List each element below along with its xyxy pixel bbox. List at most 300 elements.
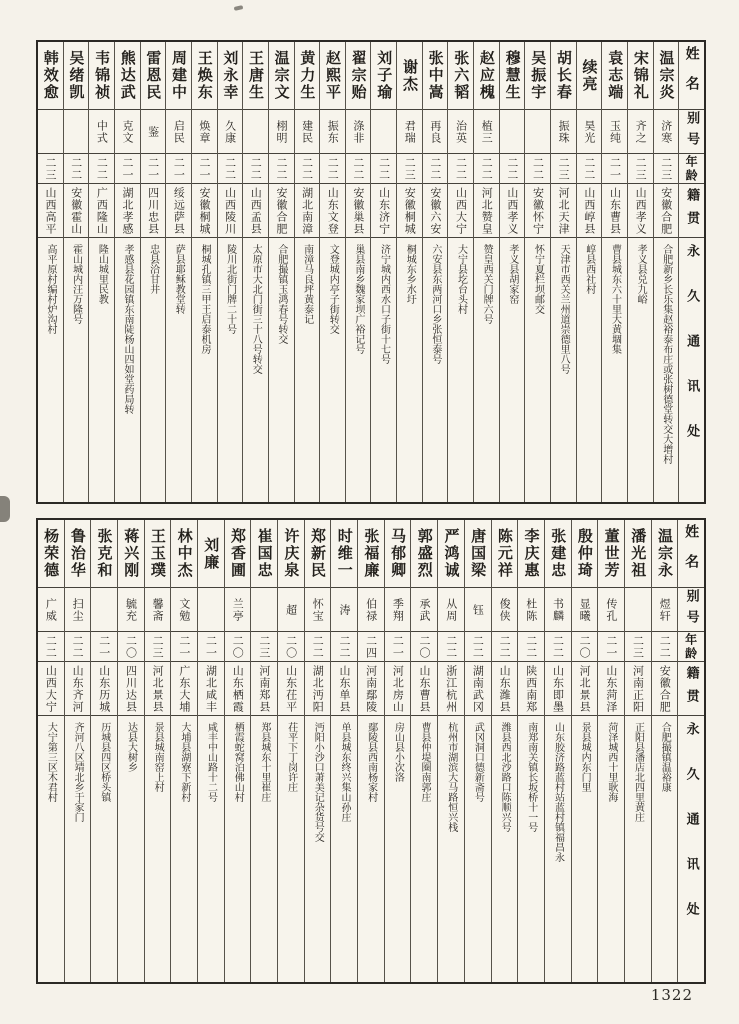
origin-text: 河北景县 (578, 664, 592, 713)
name-text: 张克和 (95, 528, 114, 579)
origin-cell (474, 184, 499, 238)
address-text: 孝义县兑九峪 (635, 244, 647, 304)
address-cell (577, 238, 602, 502)
alias-text: 季翔 (391, 597, 405, 622)
alias-cell (171, 588, 197, 632)
origin-cell (545, 662, 571, 716)
entry-column (499, 42, 525, 502)
alias-text: 从周 (444, 597, 458, 622)
alias-cell (551, 110, 576, 154)
entry-column (473, 42, 499, 502)
address-text: 历城县四区桥头镇 (98, 722, 110, 802)
address-text: 桐城东乡水圩 (404, 244, 416, 304)
alias-cell (38, 110, 63, 154)
name-text: 刘廉 (202, 536, 221, 571)
name-text: 韦锦祯 (93, 50, 112, 101)
entry-column (117, 520, 144, 982)
age-cell (572, 632, 598, 662)
address-cell (145, 716, 171, 982)
entry-column (410, 520, 437, 982)
age-cell (474, 154, 499, 184)
name-text: 胡长春 (554, 50, 573, 101)
origin-text: 山东潍县 (498, 664, 512, 713)
alias-text: 再良 (428, 119, 442, 144)
alias-text: 济寒 (659, 119, 673, 144)
age-cell (295, 154, 320, 184)
alias-text: 治英 (454, 119, 468, 144)
entry-column (170, 520, 197, 982)
origin-cell (65, 662, 91, 716)
age-cell (652, 632, 678, 662)
origin-cell (320, 184, 345, 238)
alias-cell (38, 588, 64, 632)
address-cell (141, 238, 166, 502)
origin-cell (192, 184, 217, 238)
origin-cell (652, 662, 678, 716)
name-text: 李庆惠 (522, 528, 541, 579)
name-text: 韩效愈 (41, 50, 60, 101)
name-text: 鲁治华 (68, 528, 87, 579)
entry-column (38, 42, 63, 502)
origin-text: 山西陵川 (223, 186, 237, 235)
origin-text: 湖北孝感 (121, 186, 134, 235)
address-text: 曹县仲堤圈南郭庄 (419, 722, 431, 802)
origin-text: 山东茌平 (284, 664, 298, 713)
age-cell (551, 154, 576, 184)
origin-text: 山东单县 (337, 664, 351, 713)
name-text: 郭盛烈 (415, 528, 434, 579)
origin-cell (243, 184, 268, 238)
alias-cell (545, 588, 571, 632)
alias-text: 广威 (44, 597, 58, 622)
name-cell (331, 520, 357, 588)
age-cell (251, 632, 277, 662)
alias-cell (320, 110, 345, 154)
address-text: 鄢陵县西南杨家村 (365, 722, 377, 802)
age-cell (500, 154, 525, 184)
alias-text: 昊光 (582, 119, 596, 144)
name-cell (518, 520, 544, 588)
age-cell (89, 154, 114, 184)
age-text: 二二 (428, 156, 442, 181)
name-text: 温宗永 (655, 528, 674, 579)
name-cell (397, 42, 422, 110)
alias-cell (89, 110, 114, 154)
name-cell (551, 42, 576, 110)
origin-cell (171, 662, 197, 716)
age-cell (115, 154, 140, 184)
name-cell (38, 42, 63, 110)
age-text: 二三 (634, 156, 648, 181)
age-text: 二三 (257, 634, 271, 659)
alias-text: 传孔 (604, 597, 618, 622)
alias-cell (423, 110, 448, 154)
entry-column (357, 520, 384, 982)
age-cell (423, 154, 448, 184)
origin-text: 湖北咸丰 (204, 664, 218, 713)
name-cell (346, 42, 371, 110)
origin-cell (397, 184, 422, 238)
address-cell (225, 716, 251, 982)
alias-text: 馨斋 (151, 597, 165, 622)
alias-cell (145, 588, 171, 632)
address-text: 齐河八区靖北乡于家门 (72, 722, 84, 822)
alias-cell (166, 110, 191, 154)
name-text: 董世芳 (602, 528, 621, 579)
address-text: 巢县南乡魏家坝广裕记号 (352, 244, 364, 354)
alias-cell (65, 588, 91, 632)
origin-cell (141, 184, 166, 238)
name-cell (652, 520, 678, 588)
age-cell (145, 632, 171, 662)
alias-text: 超 (284, 603, 298, 616)
origin-text: 绥远萨县 (172, 186, 186, 235)
origin-cell (218, 184, 243, 238)
address-text: 曹县城东六十里大黄堌集 (609, 244, 621, 354)
origin-text: 安徽桐城 (197, 186, 211, 235)
age-text: 二〇 (231, 634, 245, 659)
alias-text: 杜陈 (524, 597, 538, 622)
age-cell (38, 632, 64, 662)
age-text: 二三 (44, 156, 58, 181)
age-text: 二〇 (284, 634, 298, 659)
age-cell (64, 154, 89, 184)
name-cell (448, 42, 473, 110)
origin-text: 浙江杭州 (444, 664, 458, 713)
alias-cell (64, 110, 89, 154)
alias-cell (654, 110, 679, 154)
origin-text: 河北景县 (151, 664, 165, 713)
age-cell (192, 154, 217, 184)
origin-text: 山东即墨 (551, 664, 565, 713)
alias-cell (518, 588, 544, 632)
entry-column (422, 42, 448, 502)
name-cell (474, 42, 499, 110)
name-text: 陈元祥 (495, 528, 514, 579)
alias-cell (192, 110, 217, 154)
name-cell (64, 42, 89, 110)
name-text: 雷恩民 (144, 50, 163, 101)
age-cell (171, 632, 197, 662)
address-cell (438, 716, 464, 982)
origin-text: 安徽六安 (428, 186, 442, 235)
age-cell (371, 154, 396, 184)
age-text: 二二 (498, 634, 512, 659)
alias-text: 钰 (471, 603, 485, 616)
entry-column (517, 520, 544, 982)
alias-text: 兰亭 (231, 597, 245, 622)
alias-cell (411, 588, 437, 632)
alias-cell (295, 110, 320, 154)
alias-text: 伯禄 (364, 597, 378, 622)
name-text: 刘子瑜 (375, 50, 394, 101)
age-cell (465, 632, 491, 662)
address-text: 霍山城内汪万隆号 (70, 244, 82, 324)
address-text: 潍县西北沙路口陈顺兴号 (499, 722, 511, 832)
page-number: 1322 (650, 986, 693, 1004)
address-text: 咸丰中山路十二号 (205, 722, 217, 802)
alias-cell (198, 588, 224, 632)
header-name-label: 姓名 (683, 45, 700, 106)
header-alias-label: 别号 (683, 588, 699, 631)
name-cell (251, 520, 277, 588)
address-cell (572, 716, 598, 982)
origin-cell (198, 662, 224, 716)
age-cell (141, 154, 166, 184)
alias-cell (371, 110, 396, 154)
entry-column (88, 42, 114, 502)
header-address-label: 永久通讯处 (683, 722, 699, 947)
entry-column (191, 42, 217, 502)
age-text: 二二 (377, 156, 391, 181)
age-cell (598, 632, 624, 662)
age-cell (438, 632, 464, 662)
alias-cell (652, 588, 678, 632)
address-cell (166, 238, 191, 502)
origin-cell (295, 184, 320, 238)
name-text: 王唐生 (247, 50, 266, 101)
age-text: 二一 (391, 634, 405, 659)
address-cell (251, 716, 277, 982)
address-cell (269, 238, 294, 502)
address-cell (89, 238, 114, 502)
origin-cell (278, 662, 304, 716)
address-cell (385, 716, 411, 982)
age-text: 二三 (557, 156, 571, 181)
address-text: 山东胶济路蓝村站蓝村镇福昌永 (552, 722, 564, 862)
alias-cell (269, 110, 294, 154)
age-text: 二二 (551, 634, 565, 659)
address-cell (198, 716, 224, 982)
age-text: 二二 (249, 156, 263, 181)
origin-cell (438, 662, 464, 716)
origin-text: 广东大埔 (177, 664, 191, 713)
alias-text: 启民 (172, 119, 186, 144)
origin-text: 山西大宁 (454, 186, 468, 235)
age-text: 二二 (300, 156, 314, 181)
name-text: 黄力生 (298, 50, 317, 101)
address-cell (115, 238, 140, 502)
name-cell (465, 520, 491, 588)
origin-text: 河南郑县 (257, 664, 271, 713)
address-cell (652, 716, 678, 982)
origin-text: 河北房山 (391, 664, 405, 713)
name-text: 严鸿诚 (442, 528, 461, 579)
address-text: 合肥撮镇温裕康 (659, 722, 671, 792)
address-cell (218, 238, 243, 502)
entry-column (437, 520, 464, 982)
alias-cell (598, 588, 624, 632)
origin-cell (577, 184, 602, 238)
alias-text: 承武 (418, 597, 432, 622)
address-text: 栖霞蛇窝泊佛山村 (232, 722, 244, 802)
name-cell (91, 520, 117, 588)
origin-cell (492, 662, 518, 716)
entry-column (370, 42, 396, 502)
alias-text: 久康 (223, 119, 237, 144)
name-text: 许庆泉 (282, 528, 301, 579)
alias-cell (278, 588, 304, 632)
alias-cell (346, 110, 371, 154)
origin-cell (89, 184, 114, 238)
entry-column (268, 42, 294, 502)
age-text: 二二 (95, 156, 109, 181)
name-text: 张中嵩 (426, 50, 445, 101)
name-cell (115, 42, 140, 110)
name-cell (243, 42, 268, 110)
name-text: 郑新民 (309, 528, 328, 579)
age-text: 二二 (71, 634, 85, 659)
age-text: 二二 (69, 156, 83, 181)
entry-column (330, 520, 357, 982)
alias-text: 建民 (300, 119, 314, 144)
address-text: 大埔县湖寮下新村 (178, 722, 190, 802)
age-cell (225, 632, 251, 662)
age-cell (278, 632, 304, 662)
origin-text: 安徽霍山 (69, 186, 83, 235)
alias-text: 克文 (121, 119, 134, 144)
origin-cell (346, 184, 371, 238)
name-text: 吴绪凯 (67, 50, 86, 101)
origin-text: 河北赞皇 (480, 186, 494, 235)
address-cell (346, 238, 371, 502)
alias-cell (625, 588, 651, 632)
origin-text: 安徽合肥 (658, 664, 672, 713)
header-name-cell (679, 42, 704, 110)
alias-text: 涛 (337, 603, 351, 616)
header-address-cell (678, 716, 704, 982)
entry-column (294, 42, 320, 502)
header-age-cell (679, 154, 704, 184)
alias-cell (572, 588, 598, 632)
entry-column (524, 42, 550, 502)
origin-text: 山东历城 (97, 664, 111, 713)
address-text: 大宁县圪台头村 (455, 244, 467, 314)
entry-column (396, 42, 422, 502)
name-cell (171, 520, 197, 588)
header-origin-cell (678, 662, 704, 716)
age-cell (654, 154, 679, 184)
origin-text: 四川达县 (124, 664, 138, 713)
name-text: 吴振宇 (529, 50, 548, 101)
address-text: 怀宁夏栏坝邮交 (532, 244, 544, 314)
entry-column (384, 520, 411, 982)
name-text: 袁志端 (606, 50, 625, 101)
name-text: 宋锦礼 (631, 50, 650, 101)
alias-text: 文勉 (177, 597, 191, 622)
origin-cell (525, 184, 550, 238)
name-cell (492, 520, 518, 588)
address-cell (448, 238, 473, 502)
name-text: 唐国梁 (469, 528, 488, 579)
address-text: 合肥新乡长乐集赵裕泰布庄或张树德堂转交大增村 (660, 244, 672, 464)
origin-text: 河南正阳 (631, 664, 645, 713)
origin-cell (118, 662, 144, 716)
origin-text: 山东栖霞 (231, 664, 245, 713)
address-cell (397, 238, 422, 502)
age-cell (91, 632, 117, 662)
origin-text: 山东曹县 (608, 186, 622, 235)
alias-text: 涤非 (351, 119, 365, 144)
entry-column (464, 520, 491, 982)
age-text: 二三 (631, 634, 645, 659)
header-origin-label: 籍贯 (684, 187, 700, 234)
age-cell (628, 154, 653, 184)
alias-cell (438, 588, 464, 632)
roster-table-lower (36, 518, 706, 984)
age-text: 二二 (524, 634, 538, 659)
header-origin-label: 籍贯 (683, 665, 699, 712)
origin-text: 山西孟县 (249, 186, 263, 235)
entry-column (64, 520, 91, 982)
header-name-cell (678, 520, 704, 588)
age-text: 二一 (197, 156, 211, 181)
entry-column (576, 42, 602, 502)
age-cell (331, 632, 357, 662)
origin-text: 陕西南郑 (524, 664, 538, 713)
entry-column (627, 42, 653, 502)
age-cell (577, 154, 602, 184)
address-text: 隆山城里民教 (96, 244, 108, 304)
origin-cell (625, 662, 651, 716)
entry-column (197, 520, 224, 982)
origin-cell (654, 184, 679, 238)
origin-text: 安徽怀宁 (531, 186, 545, 235)
origin-text: 湖北南漳 (300, 186, 314, 235)
age-text: 二一 (121, 156, 134, 181)
origin-text: 河北天津 (557, 186, 571, 235)
address-text: 正阳县潘店北四里黄庄 (632, 722, 644, 822)
name-cell (269, 42, 294, 110)
name-cell (38, 520, 64, 588)
alias-cell (500, 110, 525, 154)
origin-text: 山东菏泽 (604, 664, 618, 713)
origin-cell (305, 662, 331, 716)
origin-cell (423, 184, 448, 238)
alias-cell (448, 110, 473, 154)
name-cell (118, 520, 144, 588)
entry-column (38, 520, 64, 982)
address-cell (598, 716, 624, 982)
roster-table-upper (36, 40, 706, 504)
alias-cell (492, 588, 518, 632)
alias-cell (305, 588, 331, 632)
origin-cell (64, 184, 89, 238)
name-cell (654, 42, 679, 110)
origin-cell (572, 662, 598, 716)
address-cell (358, 716, 384, 982)
name-cell (545, 520, 571, 588)
alias-cell (141, 110, 166, 154)
age-text: 二一 (604, 634, 618, 659)
alias-cell (577, 110, 602, 154)
address-text: 杭州市湖滨大马路恒兴栈 (445, 722, 457, 832)
origin-cell (385, 662, 411, 716)
age-text: 二二 (274, 156, 288, 181)
address-text: 六安县东两河口乡张恒泰号 (429, 244, 441, 364)
header-address-label: 永久通讯处 (684, 244, 700, 469)
address-cell (371, 238, 396, 502)
address-text: 陵川北街门牌二十号 (224, 244, 236, 334)
entry-column (601, 42, 627, 502)
name-cell (598, 520, 624, 588)
header-age-label: 年龄 (684, 154, 699, 183)
age-text: 二一 (97, 634, 111, 659)
age-cell (65, 632, 91, 662)
address-cell (492, 716, 518, 982)
age-text: 二二 (582, 156, 596, 181)
address-cell (423, 238, 448, 502)
